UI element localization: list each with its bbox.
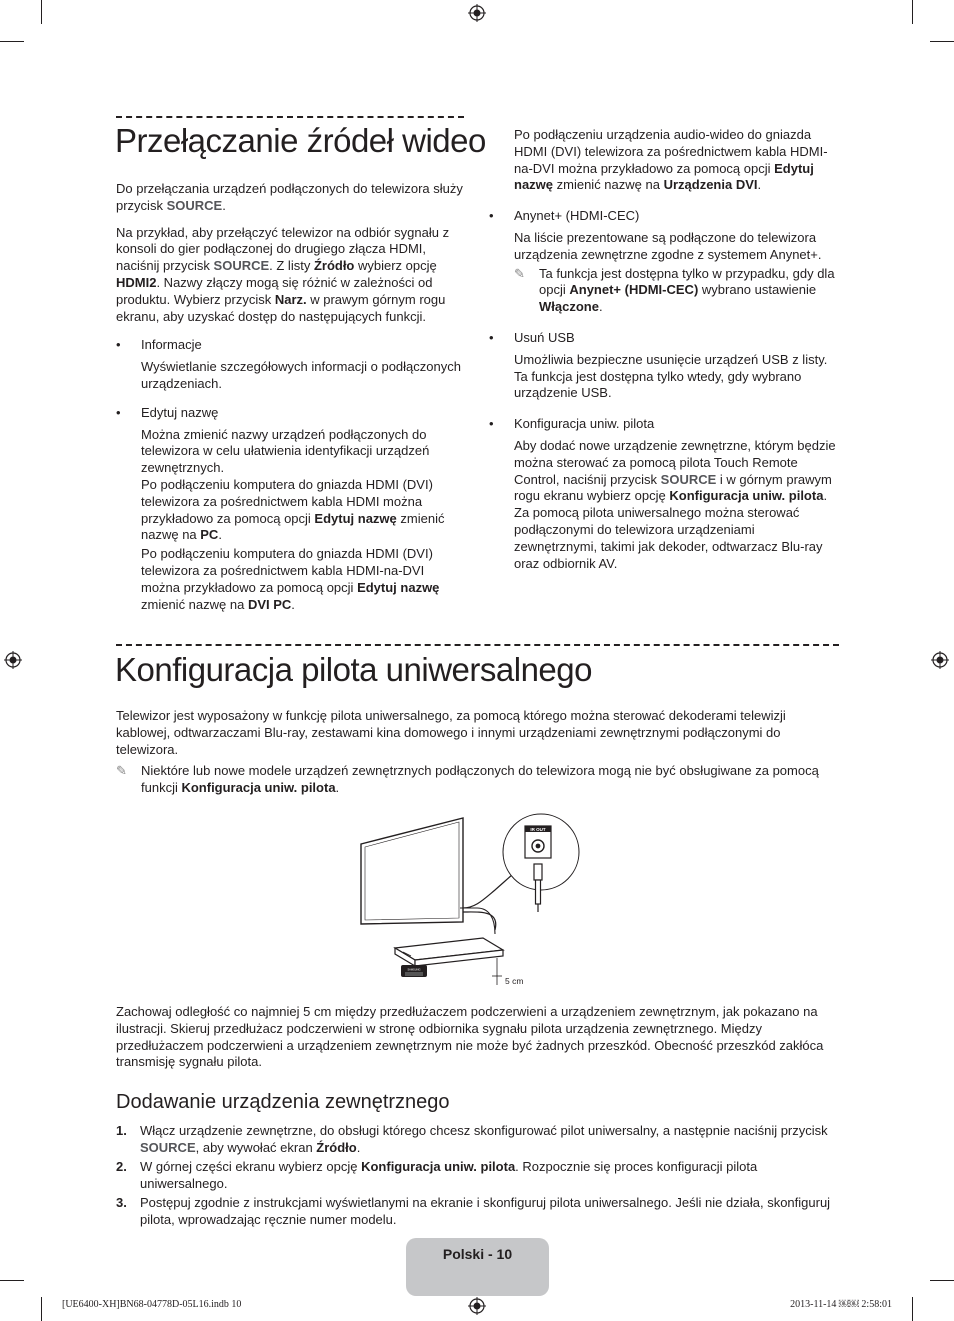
bullet-informacje: • Informacje xyxy=(116,337,466,354)
section-title: Przełączanie źródeł wideo xyxy=(115,122,486,159)
section-title: Konfiguracja pilota uniwersalnego xyxy=(115,651,592,688)
ir-extender-illustration xyxy=(355,810,580,990)
registration-mark-icon xyxy=(468,1297,486,1315)
section-divider xyxy=(116,644,839,646)
step-item: 1. Włącz urządzenie zewnętrzne, do obsługi którego chcesz skonfigurować pilot uniwersalny, a następnie naciśnij przycisk SOURCE, aby wywołać ekran Źródło. xyxy=(116,1123,828,1155)
right-column xyxy=(489,127,839,582)
example-paragraph: Na przykład, aby przełączyć telewizor na odbiór sygnału z konsoli do gier podłączonej do drugiego złącza HDMI, naciśnij przycisk SOURCE. Z listy Źródło wybierz opcję HDMI2. Nazwy złączy mogą się różnić w zależności od produktu. Wybierz przycisk Narz. w prawym górnym rogu ekranu, aby uzyskać dostęp do następujących funkcji. xyxy=(116,224,450,324)
intro-paragraph: Telewizor jest wyposażony w funkcję pilota uniwersalnego, za pomocą którego można sterować dekoderami telewizji kablowej, odtwarzaczami Blu-ray, zestawami kina domowego i innymi urządzeniami zewnętrznymi podłączonymi do telewizora. xyxy=(116,708,786,757)
subheading: Dodawanie urządzenia zewnętrznego xyxy=(116,1091,450,1113)
registration-mark-icon xyxy=(4,651,22,669)
tv-illustration xyxy=(361,818,463,924)
bullet-body: Na liście prezentowane są podłączone do telewizora urządzenia zewnętrzne zgodne z systemem Anynet+. ✎ Ta funkcja jest dostępna tylko w przypadku, gdy dla opcji Anynet+ (HDMI-CEC) wybrano ustawienie Włączone. xyxy=(489,230,839,316)
crop-mark xyxy=(0,1280,24,1281)
bullet-body: Umożliwia bezpieczne usunięcie urządzeń USB z listy. Ta funkcja jest dostępna tylko wtedy, gdy wybrano urządzenie USB. xyxy=(514,351,828,401)
brand-label: SAMSUNG xyxy=(407,968,421,972)
registration-mark-icon xyxy=(931,651,949,669)
bullet-body: Wyświetlanie szczegółowych informacji o podłączonych urządzeniach. xyxy=(141,359,461,391)
crop-mark xyxy=(930,41,954,42)
continued-paragraph: Po podłączeniu urządzenia audio-wideo do gniazda HDMI (DVI) telewizora za pośrednictwem kabla HDMI-na-DVI można przykładowo za pomocą opcji Edytuj nazwę zmienić nazwę na Urządzenia DVI. xyxy=(514,127,828,193)
steps-list xyxy=(116,1122,841,1230)
note: ✎ Ta funkcja jest dostępna tylko w przypadku, gdy dla opcji Anynet+ (HDMI-CEC) wybrano ustawienie Włączone. xyxy=(514,265,835,315)
crop-mark xyxy=(912,1297,913,1321)
bullet-body: Można zmienić nazwy urządzeń podłączonych do telewizora w celu ułatwienia identyfikacji urządzeń zewnętrznych. Po podłączeniu komputera do gniazda HDMI (DVI) telewizora za pośrednictwem kabla HDMI można przykładowo za pomocą opcji Edytuj nazwę zmienić nazwę na PC. Po podłączeniu komputera do gniazda HDMI (DVI) telewizora za pośrednictwem kabla HDMI-na-DVI można przykładowo za pomocą opcji Edytuj nazwę zmienić nazwę na DVI PC. xyxy=(141,426,445,612)
bullet-body: Aby dodać nowe urządzenie zewnętrzne, którym będzie można sterować za pomocą pilota Touch Remote Control, naciśnij przycisk SOURCE i w górnym prawym rogu ekranu wybierz opcję Konfiguracja uniw. pilota. Za pomocą pilota uniwersalnego można sterować podłączonymi do telewizora urządzeniami zewnętrznymi, takimi jak dekoder, odtwarzacz Blu-ray oraz odbiornik AV. xyxy=(514,437,836,571)
bullet-konfiguracja: • Konfiguracja uniw. pilota xyxy=(489,416,839,433)
crop-mark xyxy=(0,41,24,42)
print-slug-right: 2013-11-14 ￼￼ 2:58:01 xyxy=(790,1299,892,1310)
pencil-note-icon: ✎ xyxy=(514,265,525,281)
distance-label: 5 cm xyxy=(505,976,524,986)
bullet-edytuj-nazwe: • Edytuj nazwę xyxy=(116,405,466,422)
step-item: 2. W górnej części ekranu wybierz opcję Konfiguracja uniw. pilota. Rozpocznie się proces konfiguracji pilota uniwersalnego. xyxy=(116,1159,758,1191)
crop-mark xyxy=(41,0,42,24)
print-slug-left: [UE6400-XH]BN68-04778D-05L16.indb 10 xyxy=(62,1299,242,1310)
pencil-note-icon: ✎ xyxy=(116,763,127,779)
section2-body xyxy=(116,708,841,797)
registration-mark-icon xyxy=(468,4,486,22)
bullet-anynet: • Anynet+ (HDMI-CEC) xyxy=(489,208,839,225)
intro-paragraph: Do przełączania urządzeń podłączonych do telewizora służy przycisk SOURCE. xyxy=(116,181,463,213)
crop-mark xyxy=(930,1280,954,1281)
after-figure-paragraph: Zachowaj odległość co najmniej 5 cm między przedłużaczem podczerwieni a urządzeniem zewnętrznym, jak pokazano na ilustracji. Skieruj przedłużacz podczerwieni w stronę odbiornika sygnału pilota urządzenia zewnętrznego. Między przedłużaczem podczerwieni a urządzeniem zewnętrznym nie może być żadnych przeszkód. Obecność przeszkód zakłóca transmisję sygnału pilota. xyxy=(116,1004,824,1070)
crop-mark xyxy=(41,1297,42,1321)
ir-out-label: IR OUT xyxy=(530,827,546,832)
step-item: 3. Postępuj zgodnie z instrukcjami wyświetlanymi na ekranie i skonfiguruj pilota uniwersalnego. Jeśli nie działa, skonfiguruj pilota, wprowadzając ręcznie numer modelu. xyxy=(116,1195,831,1227)
left-column xyxy=(116,181,466,623)
crop-mark xyxy=(912,0,913,24)
note: ✎ Niektóre lub nowe modele urządzeń zewnętrznych podłączonych do telewizora mogą nie być obsługiwane za pomocą funkcji Konfiguracja uniw. pilota. xyxy=(116,763,819,796)
page-number-label: Polski - 10 xyxy=(442,1246,513,1262)
bullet-usun-usb: • Usuń USB xyxy=(489,330,839,347)
section-divider xyxy=(116,116,464,118)
